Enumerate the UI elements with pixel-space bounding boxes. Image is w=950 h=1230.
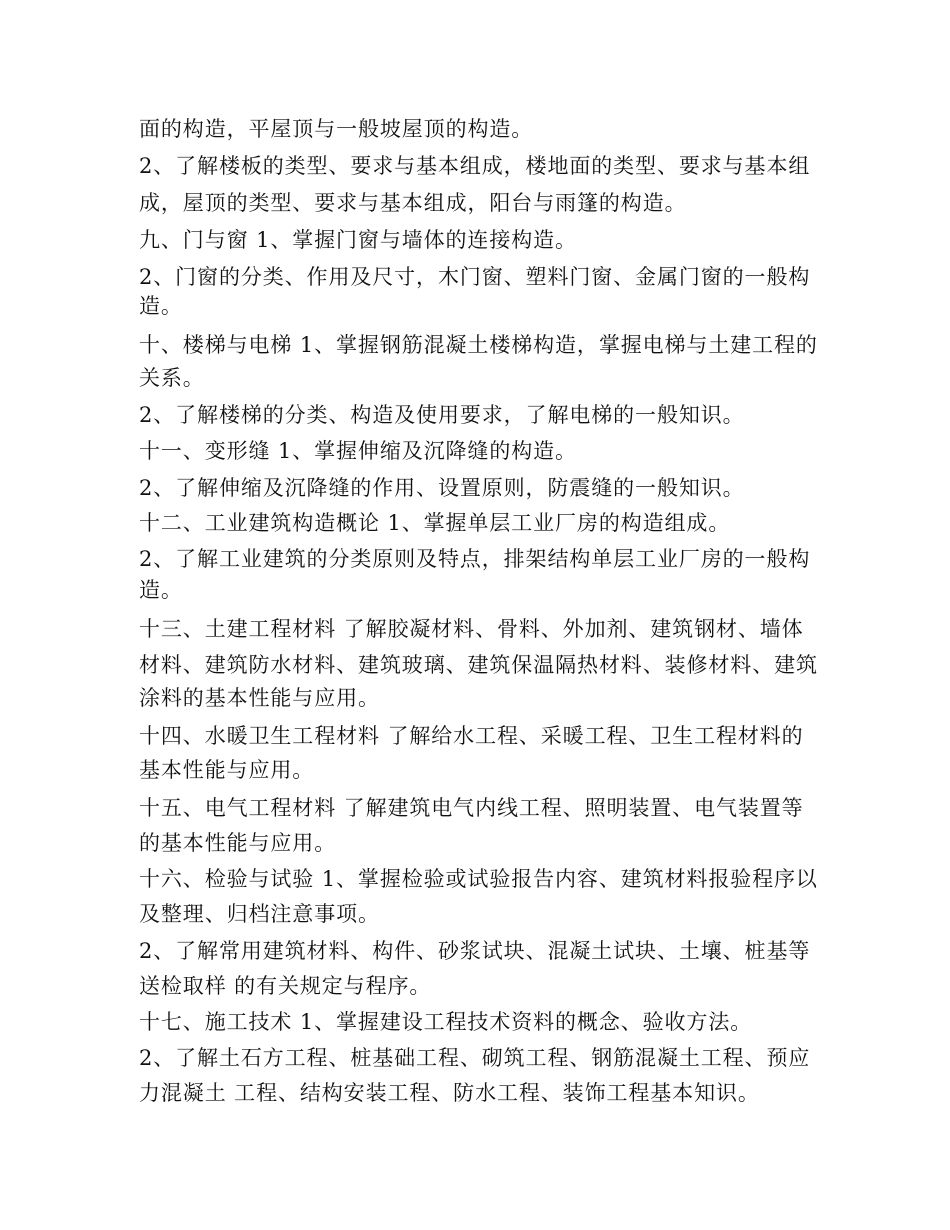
text-line: 十一、变形缝 1、掌握伸缩及沉降缝的构造。 bbox=[139, 439, 577, 463]
text-line: 及整理、归档注意事项。 bbox=[139, 902, 380, 926]
text-line: 十二、工业建筑构造概论 1、掌握单层工业厂房的构造组成。 bbox=[139, 511, 731, 535]
text-line: 十四、水暖卫生工程材料 了解给水工程、采暖工程、卫生工程材料的 bbox=[139, 724, 804, 748]
text-line: 造。 bbox=[139, 578, 183, 602]
text-line: 九、门与窗 1、掌握门窗与墙体的连接构造。 bbox=[139, 228, 577, 252]
text-line: 力混凝土 工程、结构安装工程、防水工程、装饰工程基本知识。 bbox=[139, 1081, 760, 1105]
text-line: 的基本性能与应用。 bbox=[139, 831, 337, 855]
text-line: 成，屋顶的类型、要求与基本组成，阳台与雨篷的构造。 bbox=[139, 191, 687, 215]
text-line: 造。 bbox=[139, 294, 183, 318]
text-line: 面的构造，平屋顶与一般坡屋顶的构造。 bbox=[139, 117, 534, 141]
text-line: 2、了解楼板的类型、要求与基本组成，楼地面的类型、要求与基本组 bbox=[139, 154, 811, 178]
text-line: 2、门窗的分类、作用及尺寸，木门窗、塑料门窗、金属门窗的一般构 bbox=[139, 265, 811, 289]
text-line: 送检取样 的有关规定与程序。 bbox=[139, 974, 432, 998]
text-line: 十、楼梯与电梯 1、掌握钢筋混凝土楼梯构造，掌握电梯与土建工程的 bbox=[139, 333, 818, 357]
text-line: 十七、施工技术 1、掌握建设工程技术资料的概念、验收方法。 bbox=[139, 1010, 753, 1034]
text-line: 2、了解工业建筑的分类原则及特点，排架结构单层工业厂房的一般构 bbox=[139, 547, 811, 571]
text-line: 涂料的基本性能与应用。 bbox=[139, 686, 380, 710]
text-line: 2、了解楼梯的分类、构造及使用要求，了解电梯的一般知识。 bbox=[139, 403, 745, 427]
text-line: 十五、电气工程材料 了解建筑电气内线工程、照明装置、电气装置等 bbox=[139, 796, 804, 820]
text-line: 基本性能与应用。 bbox=[139, 758, 315, 782]
text-line: 十六、检验与试验 1、掌握检验或试验报告内容、建筑材料报验程序以 bbox=[139, 867, 818, 891]
text-line: 2、了解伸缩及沉降缝的作用、设置原则，防震缝的一般知识。 bbox=[139, 476, 745, 500]
text-line: 材料、建筑防水材料、建筑玻璃、建筑保温隔热材料、装修材料、建筑 bbox=[139, 653, 818, 677]
text-line: 十三、土建工程材料 了解胶凝材料、骨料、外加剂、建筑钢材、墙体 bbox=[139, 617, 804, 641]
text-line: 关系。 bbox=[139, 366, 205, 390]
text-line: 2、了解常用建筑材料、构件、砂浆试块、混凝土试块、土壤、桩基等 bbox=[139, 939, 811, 963]
text-line: 2、了解土石方工程、桩基础工程、砌筑工程、钢筋混凝土工程、预应 bbox=[139, 1046, 811, 1070]
